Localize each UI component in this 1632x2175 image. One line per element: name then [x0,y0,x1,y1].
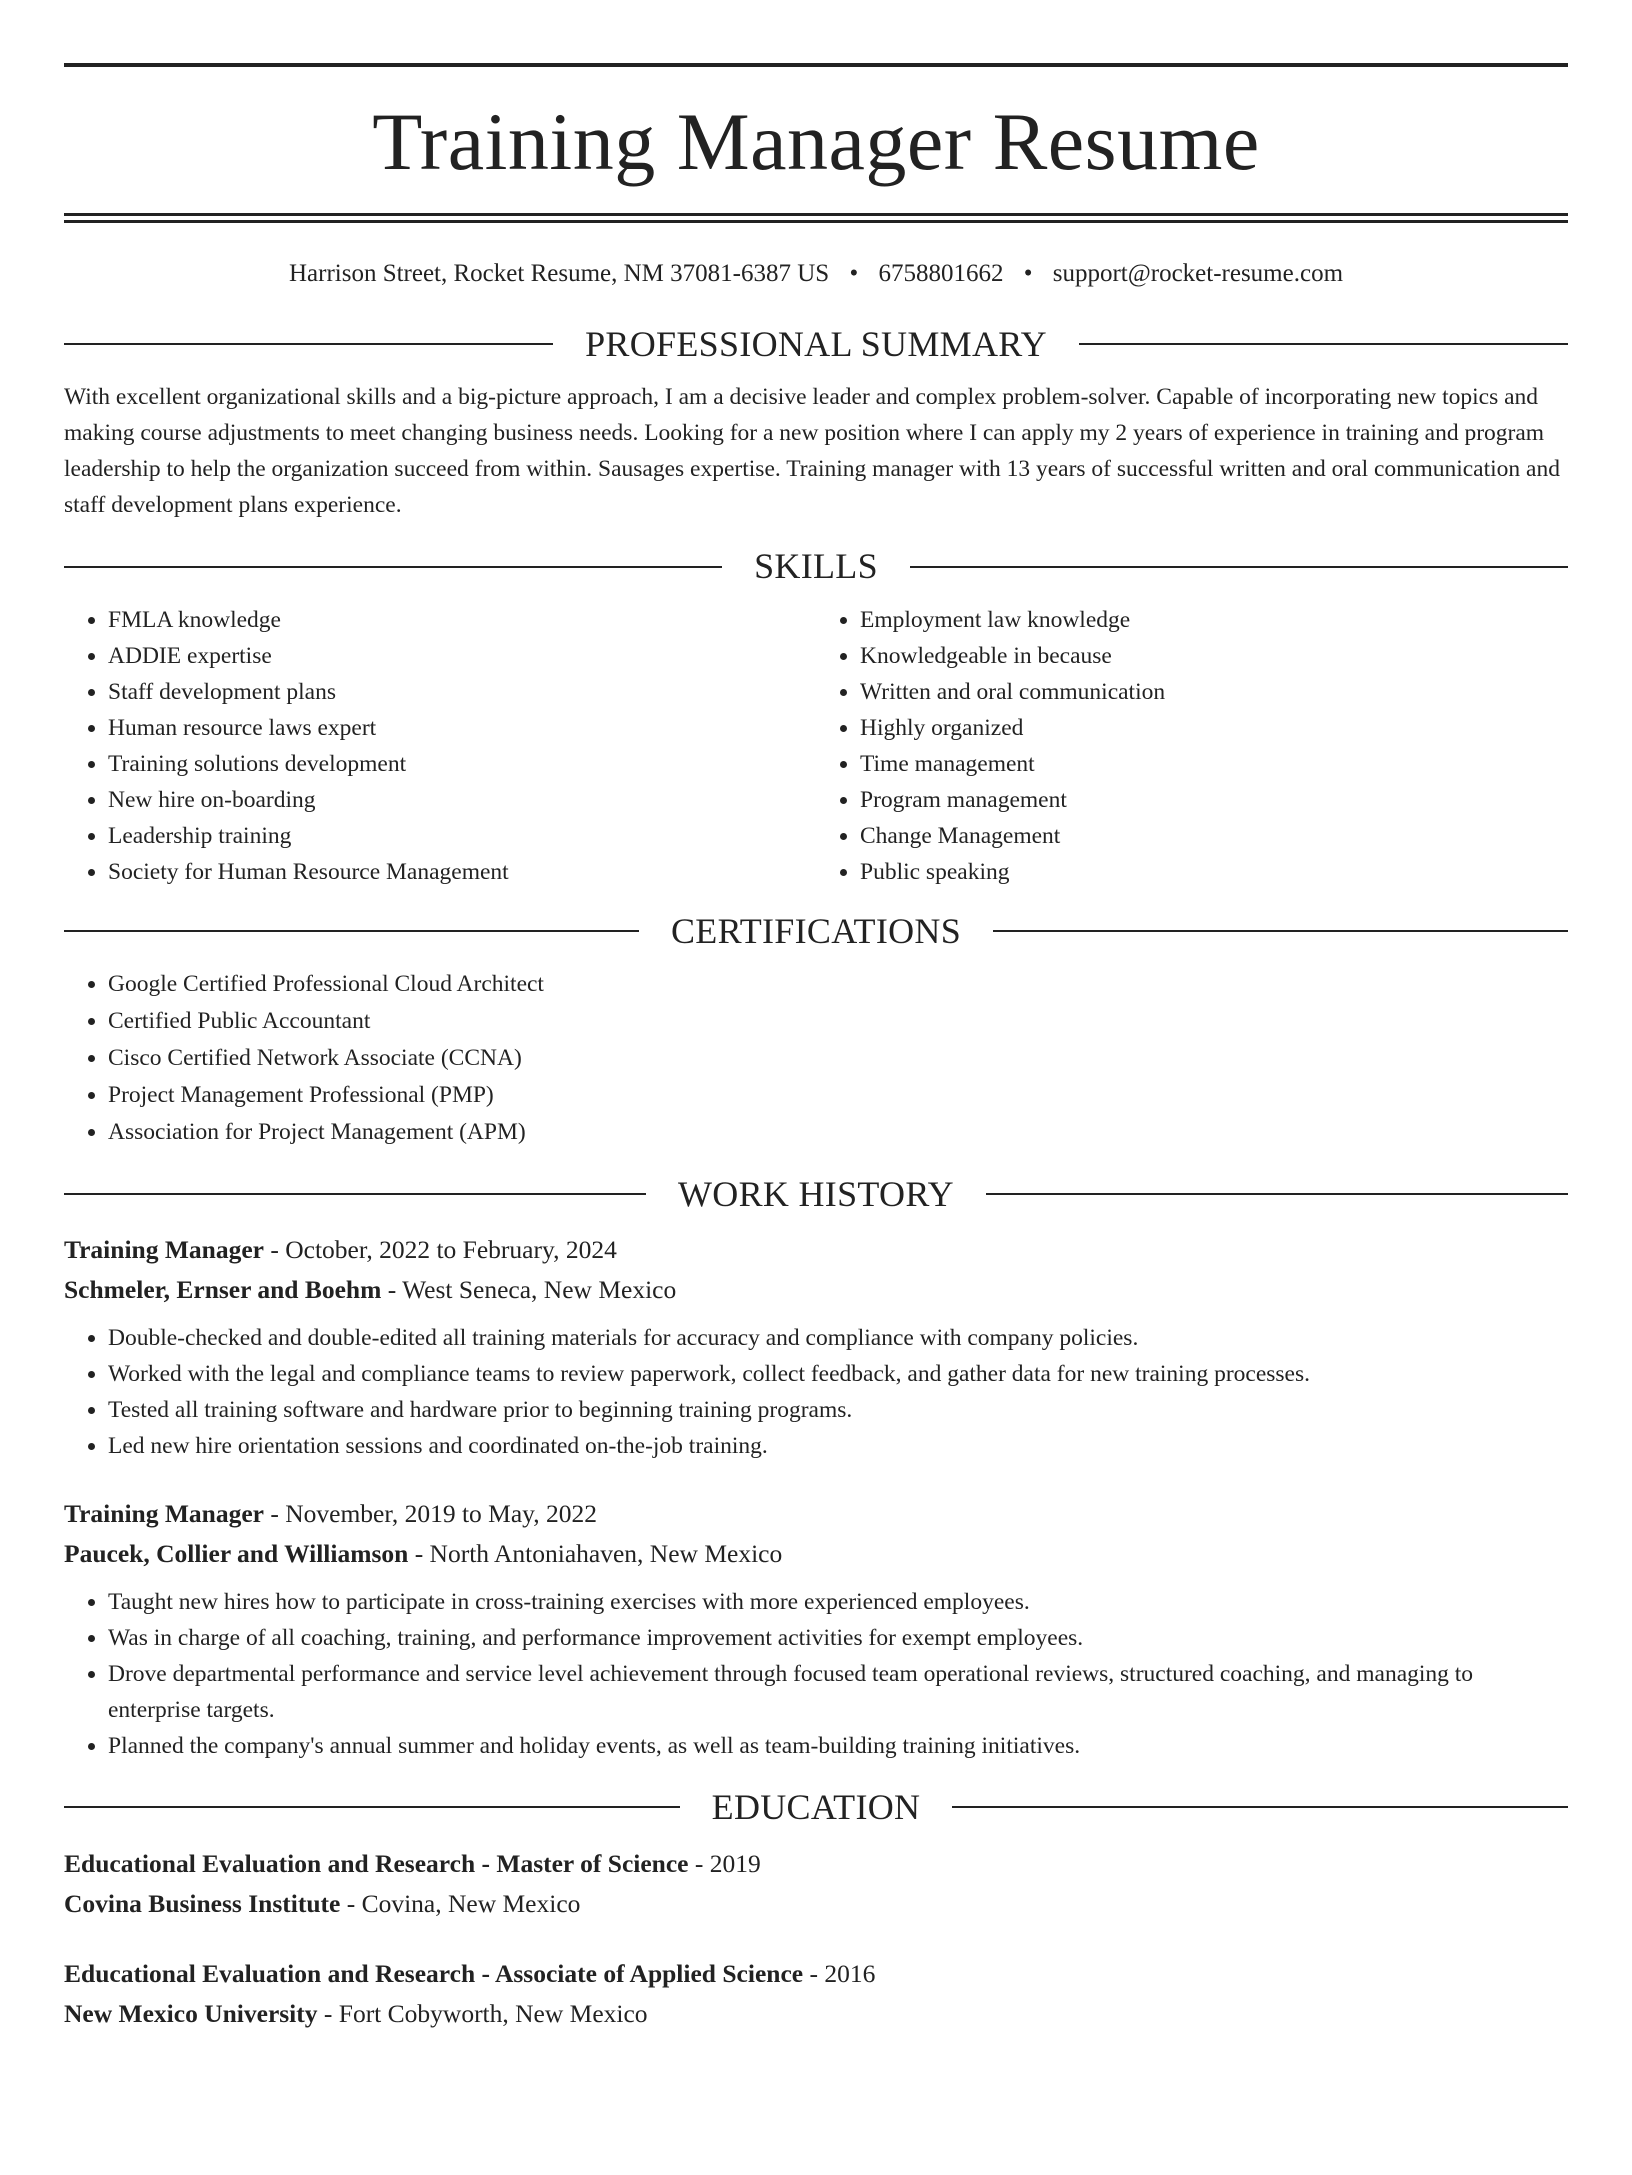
education-year: - 2019 [688,1848,761,1878]
education-entry [64,1954,1568,2034]
job-bullet: • Worked with the legal and compliance teams to review paperwork, collect feedback, and gather data for new training processes. [108,1356,1568,1392]
section-header-education [64,1782,1568,1832]
section-header-summary [64,319,1568,369]
title-double-rule [64,213,1568,223]
contact-address: Harrison Street, Rocket Resume, NM 37081-6387 US [288,260,830,287]
education-year: - 2016 [803,1958,876,1988]
divider [993,930,1568,932]
job-bullet: • Led new hire orientation sessions and coordinated on-the-job training. [108,1428,1568,1464]
divider [910,566,1568,568]
skills-column-left [64,602,816,890]
skill-item: • New hire on-boarding [108,782,816,818]
section-title: EDUCATION [711,1786,921,1827]
job-dates: - November, 2019 to May, 2022 [263,1498,598,1528]
section-header-work-history [64,1169,1568,1219]
skills-column-right [816,602,1568,890]
job-title: Training Manager [64,1234,264,1264]
job-company: Schmeler, Ernser and Boehm [64,1274,382,1304]
skill-item: • ADDIE expertise [108,638,816,674]
skill-item: • Society for Human Resource Management [108,854,816,890]
certification-item: • Google Certified Professional Cloud Architect [108,966,1568,1003]
section-title: PROFESSIONAL SUMMARY [585,324,1047,364]
job-location: - North Antoniahaven, New Mexico [408,1538,783,1568]
job-entry [64,1230,1568,1464]
contact-email: support@rocket-resume.com [1052,260,1344,287]
skill-item: • Human resource laws expert [108,710,816,746]
job-title-line [64,1494,1568,1534]
education-location: - Fort Cobyworth, New Mexico [317,1998,648,2028]
education-entry [64,1844,1568,1924]
divider [1079,343,1568,345]
skill-item: • Highly organized [860,710,1568,746]
job-title-line [64,1230,1568,1270]
job-title: Training Manager [64,1498,264,1528]
job-location: - West Seneca, New Mexico [381,1274,677,1304]
section-title: SKILLS [754,546,878,587]
job-bullet: • Planned the company's annual summer and holiday events, as well as team-building training initiatives. [108,1728,1568,1764]
skill-item: • Training solutions development [108,746,816,782]
contact-line [64,259,1568,289]
summary-text: With excellent organizational skills and a big-picture approach, I am a decisive leader and complex problem-solver. Capable of incorporating new topics and making course adjustments to meet changing business needs. Looking for a new position where I can apply my 2 years of experience in training and program leadership to help the organization succeed from within. Sausages expertise. Training manager with 13 years of successful written and oral communication and staff development plans experience. [64,384,1560,519]
certification-item: • Certified Public Accountant [108,1003,1568,1040]
divider [64,1806,680,1808]
job-bullet: • Tested all training software and hardware prior to beginning training programs. [108,1392,1568,1428]
education-degree: Educational Evaluation and Research - Master of Science [64,1848,689,1878]
education-school: Covina Business Institute [64,1888,341,1918]
education-location: - Covina, New Mexico [340,1888,581,1918]
contact-phone: 6758801662 [878,260,1004,287]
certification-item: • Project Management Professional (PMP) [108,1077,1568,1114]
skill-item: • Employment law knowledge [860,602,1568,638]
education-school-line [64,1994,1568,2034]
skill-item: • FMLA knowledge [108,602,816,638]
divider [64,566,722,568]
job-bullets [64,1584,1568,1764]
skill-item: • Program management [860,782,1568,818]
education-school: New Mexico University [64,1998,318,2028]
section-title: WORK HISTORY [678,1174,954,1215]
skill-item: • Written and oral communication [860,674,1568,710]
skills-list [64,602,1568,890]
contact-separator: • [1023,260,1033,287]
certification-item: • Cisco Certified Network Associate (CCNA) [108,1040,1568,1077]
skill-item: • Change Management [860,818,1568,854]
job-bullet: • Double-checked and double-edited all training materials for accuracy and compliance with company policies. [108,1320,1568,1356]
job-bullet: • Drove departmental performance and service level achievement through focused team operational reviews, structured coaching, and managing to enterprise targets. [108,1656,1568,1728]
job-bullet: • Taught new hires how to participate in cross-training exercises with more experienced employees. [108,1584,1568,1620]
job-bullets [64,1320,1568,1464]
skill-item: • Public speaking [860,854,1568,890]
job-company-line [64,1270,1568,1310]
divider [64,930,639,932]
section-header-skills [64,541,1568,591]
section-title: CERTIFICATIONS [670,910,962,951]
divider [986,1193,1568,1195]
skill-item: • Knowledgeable in because [860,638,1568,674]
divider [64,1193,646,1195]
divider [64,343,553,345]
education-degree-line [64,1844,1568,1884]
certification-item: • Association for Project Management (APM) [108,1114,1568,1151]
skill-item: • Staff development plans [108,674,816,710]
skill-item: • Time management [860,746,1568,782]
certifications-list [64,966,1568,1151]
education-degree: Educational Evaluation and Research - Associate of Applied Science [64,1958,804,1988]
education-degree-line [64,1954,1568,1994]
job-entry [64,1494,1568,1764]
skill-item: • Leadership training [108,818,816,854]
job-bullet: • Was in charge of all coaching, training, and performance improvement activities for exempt employees. [108,1620,1568,1656]
contact-separator: • [849,260,859,287]
job-company: Paucek, Collier and Williamson [64,1538,409,1568]
page-title: Training Manager Resume [372,96,1260,187]
job-dates: - October, 2022 to February, 2024 [263,1234,617,1264]
education-school-line [64,1884,1568,1924]
resume-page [0,63,1632,2175]
section-header-certifications [64,906,1568,956]
job-company-line [64,1534,1568,1574]
divider [952,1806,1568,1808]
